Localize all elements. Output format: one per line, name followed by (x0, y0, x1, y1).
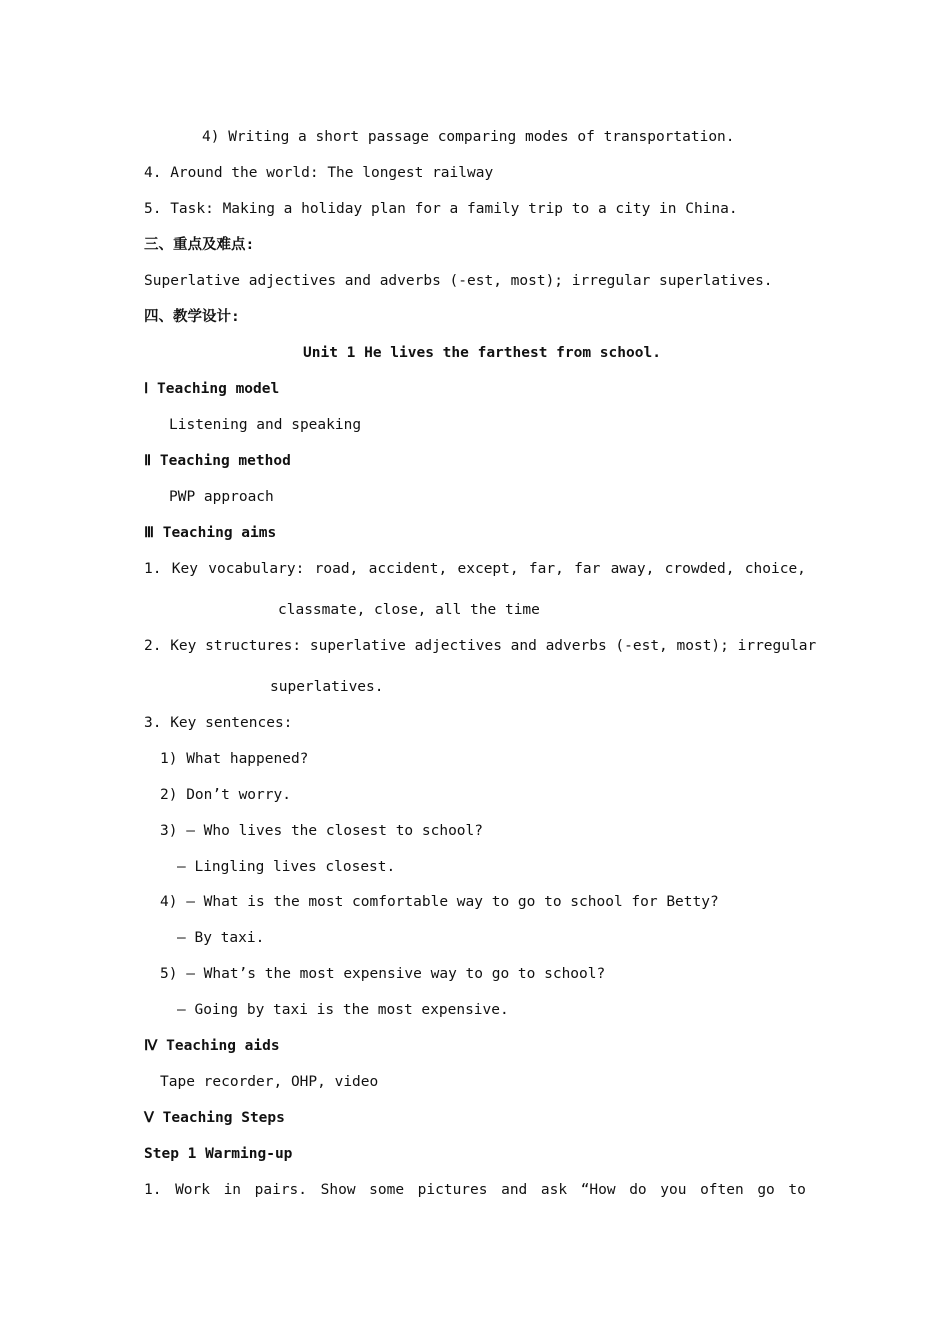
key-sentence-3-question: 3) — Who lives the closest to school? (160, 823, 484, 839)
aim-key-structures-continued: superlatives. (270, 679, 384, 695)
teaching-model-text: Listening and speaking (169, 417, 362, 433)
key-sentence-2: 2) Don’t worry. (160, 787, 291, 803)
key-sentence-1: 1) What happened? (160, 751, 309, 767)
word: choice, (744, 561, 806, 577)
word: 1. (144, 1182, 162, 1198)
word: Work (175, 1182, 210, 1198)
word: accident, (368, 561, 448, 577)
aim-key-vocabulary-continued: classmate, close, all the time (278, 602, 540, 618)
key-sentence-5-answer: — Going by taxi is the most expensive. (177, 1002, 509, 1018)
word: 1. (144, 561, 162, 577)
word: ask (540, 1182, 568, 1198)
aim-key-vocabulary (144, 559, 806, 579)
word: often (700, 1182, 744, 1198)
aim-key-structures: 2. Key structures: superlative adjectives and adverbs (-est, most); irregular (144, 638, 817, 654)
word: pictures (417, 1182, 488, 1198)
word: “How (580, 1182, 616, 1198)
word: Show (320, 1182, 356, 1198)
key-points-text: Superlative adjectives and adverbs (-est, most); irregular superlatives. (144, 273, 773, 289)
teaching-aids-text: Tape recorder, OHP, video (160, 1074, 379, 1090)
word: pairs. (254, 1182, 308, 1198)
word: and (501, 1182, 528, 1198)
word: crowded, (664, 561, 735, 577)
section-teaching-aims: Ⅲ Teaching aims (144, 525, 277, 541)
word: except, (457, 561, 519, 577)
word: some (369, 1182, 405, 1198)
content-item-4: 4. Around the world: The longest railway (144, 165, 494, 181)
word: road, (314, 561, 359, 577)
heading-teaching-design: 四、教学设计: (144, 309, 240, 325)
word: to (788, 1182, 806, 1198)
word: vocabulary: (208, 561, 305, 577)
word: do (629, 1182, 647, 1198)
word: far, (528, 561, 564, 577)
word: go (757, 1182, 775, 1198)
step-1-heading: Step 1 Warming-up (144, 1146, 293, 1162)
aim-key-sentences: 3. Key sentences: (144, 715, 293, 731)
word: away, (610, 561, 655, 577)
section-teaching-aids: Ⅳ Teaching aids (144, 1038, 280, 1054)
content-item-5: 5. Task: Making a holiday plan for a family trip to a city in China. (144, 201, 738, 217)
key-sentence-4-answer: — By taxi. (177, 930, 265, 946)
word: far (574, 561, 601, 577)
word: Key (171, 561, 198, 577)
step-1-item-1 (144, 1180, 806, 1200)
key-sentence-4-question: 4) — What is the most comfortable way to go to school for Betty? (160, 894, 719, 910)
key-sentence-3-answer: — Lingling lives closest. (177, 859, 396, 875)
content-point-4-4: 4) Writing a short passage comparing modes of transportation. (202, 129, 735, 145)
section-teaching-steps: Ⅴ Teaching Steps (144, 1110, 285, 1126)
section-teaching-model: Ⅰ Teaching model (144, 381, 280, 397)
word: in (223, 1182, 242, 1198)
section-teaching-method: Ⅱ Teaching method (144, 453, 291, 469)
word: you (660, 1182, 687, 1198)
unit-title: Unit 1 He lives the farthest from school. (303, 345, 661, 361)
heading-key-points: 三、重点及难点: (144, 237, 255, 253)
teaching-method-text: PWP approach (169, 489, 274, 505)
key-sentence-5-question: 5) — What’s the most expensive way to go to school? (160, 966, 606, 982)
